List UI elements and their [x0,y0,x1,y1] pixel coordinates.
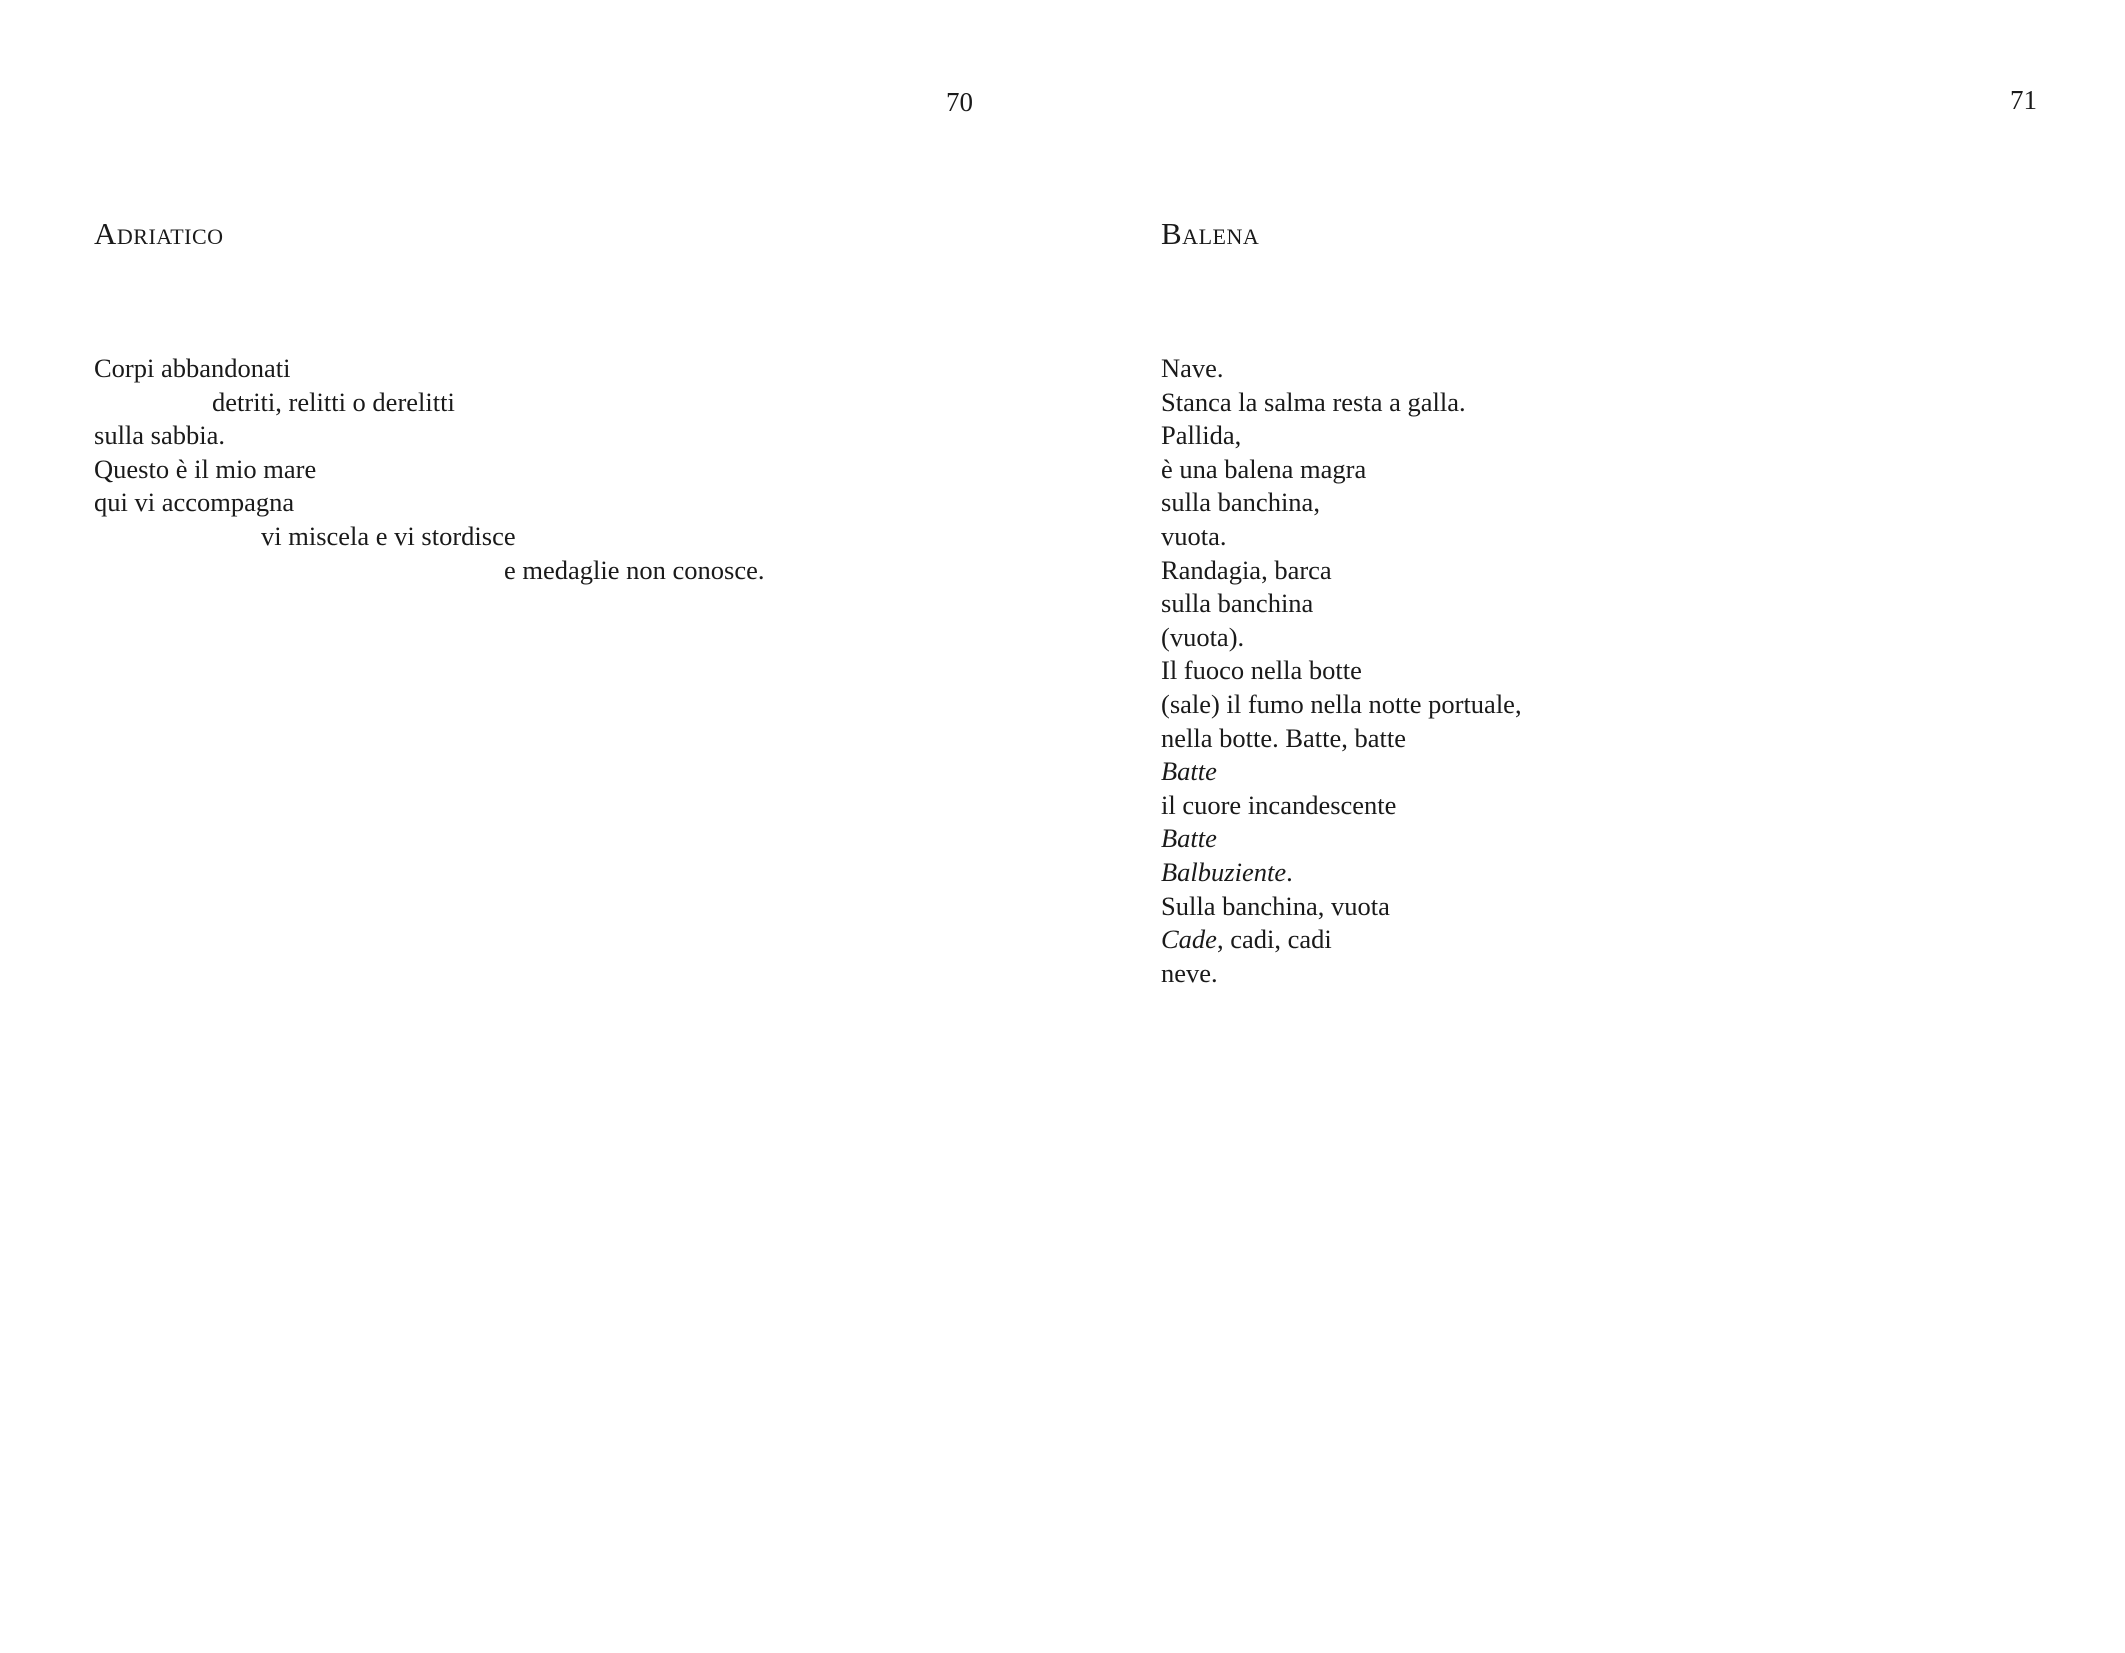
poem-line: neve. [1161,957,1218,988]
poem-line: vuota. [1161,520,1227,551]
poem-line: (sale) il fumo nella notte portuale, [1161,688,1522,719]
poem-line: Batte [1161,756,1217,787]
poem-line: sulla banchina [1161,588,1314,619]
poem-line: e medaglie non conosce. [504,554,765,585]
poem-line: Il fuoco nella botte [1161,655,1362,686]
poem-line: Stanca la salma resta a galla. [1161,386,1466,417]
poem-word-italic: Balbuziente [1161,856,1287,887]
poem-word-italic: Cade [1161,924,1217,955]
poem-line: sulla banchina, [1161,487,1320,518]
poem-line: Corpi abbandonati [94,353,291,383]
poem-title-adriatico: Adriatico [94,216,224,251]
poem-line: vi miscela e vi stordisce [261,520,516,551]
right-page [1062,0,2125,1653]
poem-body-adriatico [94,352,764,587]
poem-line: detriti, relitti o derelitti [212,386,455,417]
poem-line: è una balena magra [1161,453,1367,484]
poem-line: qui vi accompagna [94,487,295,518]
poem-line: Questo è il mio mare [94,453,317,484]
page-number: 71 [2010,85,2037,115]
poem-line: Pallida, [1161,420,1242,451]
poem-line [1161,923,1522,957]
poem-line [1161,856,1522,890]
poem-body-balena [1161,352,1522,990]
left-page [0,0,1062,1653]
poem-line: Sulla banchina, vuota [1161,890,1390,921]
poem-line: sulla sabbia. [94,420,225,451]
page-number: 70 [946,87,973,117]
poem-line: nella botte. Batte, batte [1161,722,1407,753]
poem-line: Batte [1161,823,1217,854]
poem-line: il cuore incandescente [1161,789,1397,820]
poem-title-balena: Balena [1161,216,1260,251]
poem-line: (vuota). [1161,621,1245,652]
poem-word: . [1286,856,1293,887]
poem-line: Randagia, barca [1161,554,1332,585]
poem-word: , cadi, cadi [1216,924,1332,955]
poem-line: Nave. [1161,353,1224,383]
